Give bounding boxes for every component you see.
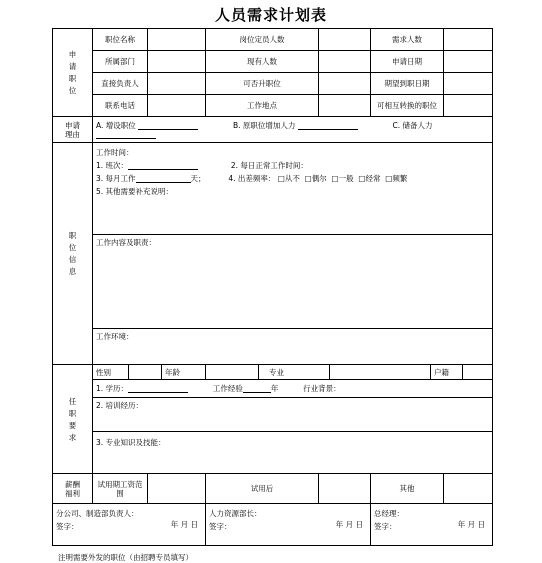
travel-often-checkbox[interactable]: □经常 [358,174,381,183]
promotable-label: 可否升职位 [206,73,319,95]
monthly-label: 3. 每月工作 [96,174,136,183]
branch-signature-cell[interactable] [53,504,206,546]
demand-count-label: 需求人数 [371,29,444,51]
current-count-field[interactable] [319,51,371,73]
headcount-quota-label: 岗位定员人数 [206,29,319,51]
age-field[interactable] [206,365,259,379]
experience-label: 工作经验 [212,384,243,393]
other-label: 5. 其他需要补充说明： [96,187,174,196]
supervisor-field[interactable] [148,73,206,95]
branch-sign-label: 签字： [56,522,79,531]
current-count-label: 现有人数 [206,51,319,73]
demand-count-field[interactable] [444,29,493,51]
age-label: 年龄 [162,365,206,379]
after-trial-label: 试用后 [206,474,319,504]
trial-salary-field[interactable] [148,474,206,504]
reason-option-a[interactable]: A. 增设职位 [96,120,136,130]
requirements-label-text: 任 职 要 求 [68,396,77,442]
interchangeable-field[interactable] [444,95,493,117]
gender-label: 性别 [93,365,129,379]
monthly-blank[interactable] [136,174,191,183]
page-title: 人员需求计划表 [214,6,327,24]
education-row [93,380,493,398]
hukou-field[interactable] [463,365,492,379]
reason-label [53,117,93,143]
environment-cell[interactable] [93,329,493,365]
phone-label: 联系电话 [93,95,148,117]
skills-label: 3. 专业知识及技能： [96,438,166,447]
job-title-field[interactable] [148,29,206,51]
training-label: 2. 培训经历： [96,401,144,410]
branch-date-label: 年 月 日 [170,520,198,529]
duties-label [53,143,93,365]
basic-requirements [93,365,493,380]
hr-date-label: 年 月 日 [335,520,363,529]
requisition-form [52,28,493,546]
salary-label-line1: 薪酬 [65,479,80,489]
reason-c-blank[interactable] [96,130,156,139]
shift-label: 1. 班次： [96,161,129,170]
reason-label-line1: 申请 [65,120,80,130]
trial-salary-label: 试用期工资范围 [93,474,148,504]
apply-date-label: 申请日期 [371,51,444,73]
reason-option-b[interactable]: B. 原职位增加人力 [232,120,296,130]
gender-field[interactable] [129,365,162,379]
department-label: 所属部门 [93,51,148,73]
skills-cell[interactable] [93,432,493,474]
major-field[interactable] [330,365,431,379]
other-benefit-field[interactable] [444,474,493,504]
reason-b-blank[interactable] [298,121,358,130]
ceo-sign-label: 签字： [374,522,397,531]
hr-head-label: 人力资源部长： [209,509,262,518]
department-field[interactable] [148,51,206,73]
job-info-label-text: 申 请 职 位 [68,50,77,95]
travel-occasional-checkbox[interactable]: □偶尔 [304,174,327,183]
reason-a-blank[interactable] [138,121,198,130]
after-trial-field[interactable] [319,474,371,504]
expected-start-label: 期望到职日期 [371,73,444,95]
salary-label [53,474,93,504]
reason-option-c[interactable]: C. 储备人力 [392,120,433,130]
work-time-cell[interactable] [93,143,493,235]
reason-label-line2: 理由 [65,129,80,139]
travel-average-checkbox[interactable]: □一般 [331,174,354,183]
monthly-line [96,174,489,183]
footer-note: 注明需要外发的职位（由招聘专员填写） [58,553,193,562]
supervisor-label: 直接负责人 [93,73,148,95]
travel-never-checkbox[interactable]: □从不 [277,174,300,183]
days-label: 天； [190,174,206,183]
phone-field[interactable] [148,95,206,117]
hr-sign-label: 签字： [209,522,232,531]
ceo-signature-cell[interactable] [371,504,493,546]
industry-label: 行业背景： [303,384,341,393]
job-content-cell[interactable] [93,235,493,329]
environment-label: 工作环境： [96,332,134,341]
promotable-field[interactable] [319,73,371,95]
interchangeable-label: 可相互转换的职位 [371,95,444,117]
ceo-date-label: 年 月 日 [457,520,485,529]
job-title-label: 职位名称 [93,29,148,51]
daily-hours-label: 2. 每日正常工作时间： [230,161,308,170]
travel-frequent-checkbox[interactable]: □频繁 [385,174,408,183]
travel-label: 4. 出差频率： [228,174,276,183]
shift-blank[interactable] [128,161,198,170]
expected-start-field[interactable] [444,73,493,95]
education-label: 1. 学历： [96,384,129,393]
work-location-label: 工作地点 [206,95,319,117]
hukou-label: 户籍 [431,365,463,379]
reason-options [93,117,493,143]
ceo-label: 总经理： [374,509,404,518]
experience-blank[interactable] [243,384,271,393]
shift-line [96,161,489,170]
job-info-label [53,29,93,117]
branch-head-label: 分公司、制造部负责人： [56,509,139,518]
major-label: 专业 [259,365,330,379]
salary-label-line2: 福利 [65,488,80,498]
apply-date-field[interactable] [444,51,493,73]
other-benefit-label: 其他 [371,474,444,504]
years-label: 年 [270,384,279,393]
training-cell[interactable] [93,398,493,432]
work-location-field[interactable] [319,95,371,117]
headcount-quota-field[interactable] [319,29,371,51]
job-content-label: 工作内容及职责： [96,238,156,247]
requirements-label [53,365,93,474]
education-blank[interactable] [128,384,188,393]
duties-label-text: 职 位 信 息 [68,231,77,276]
hr-signature-cell[interactable] [206,504,371,546]
work-time-label: 工作时间： [96,148,134,157]
